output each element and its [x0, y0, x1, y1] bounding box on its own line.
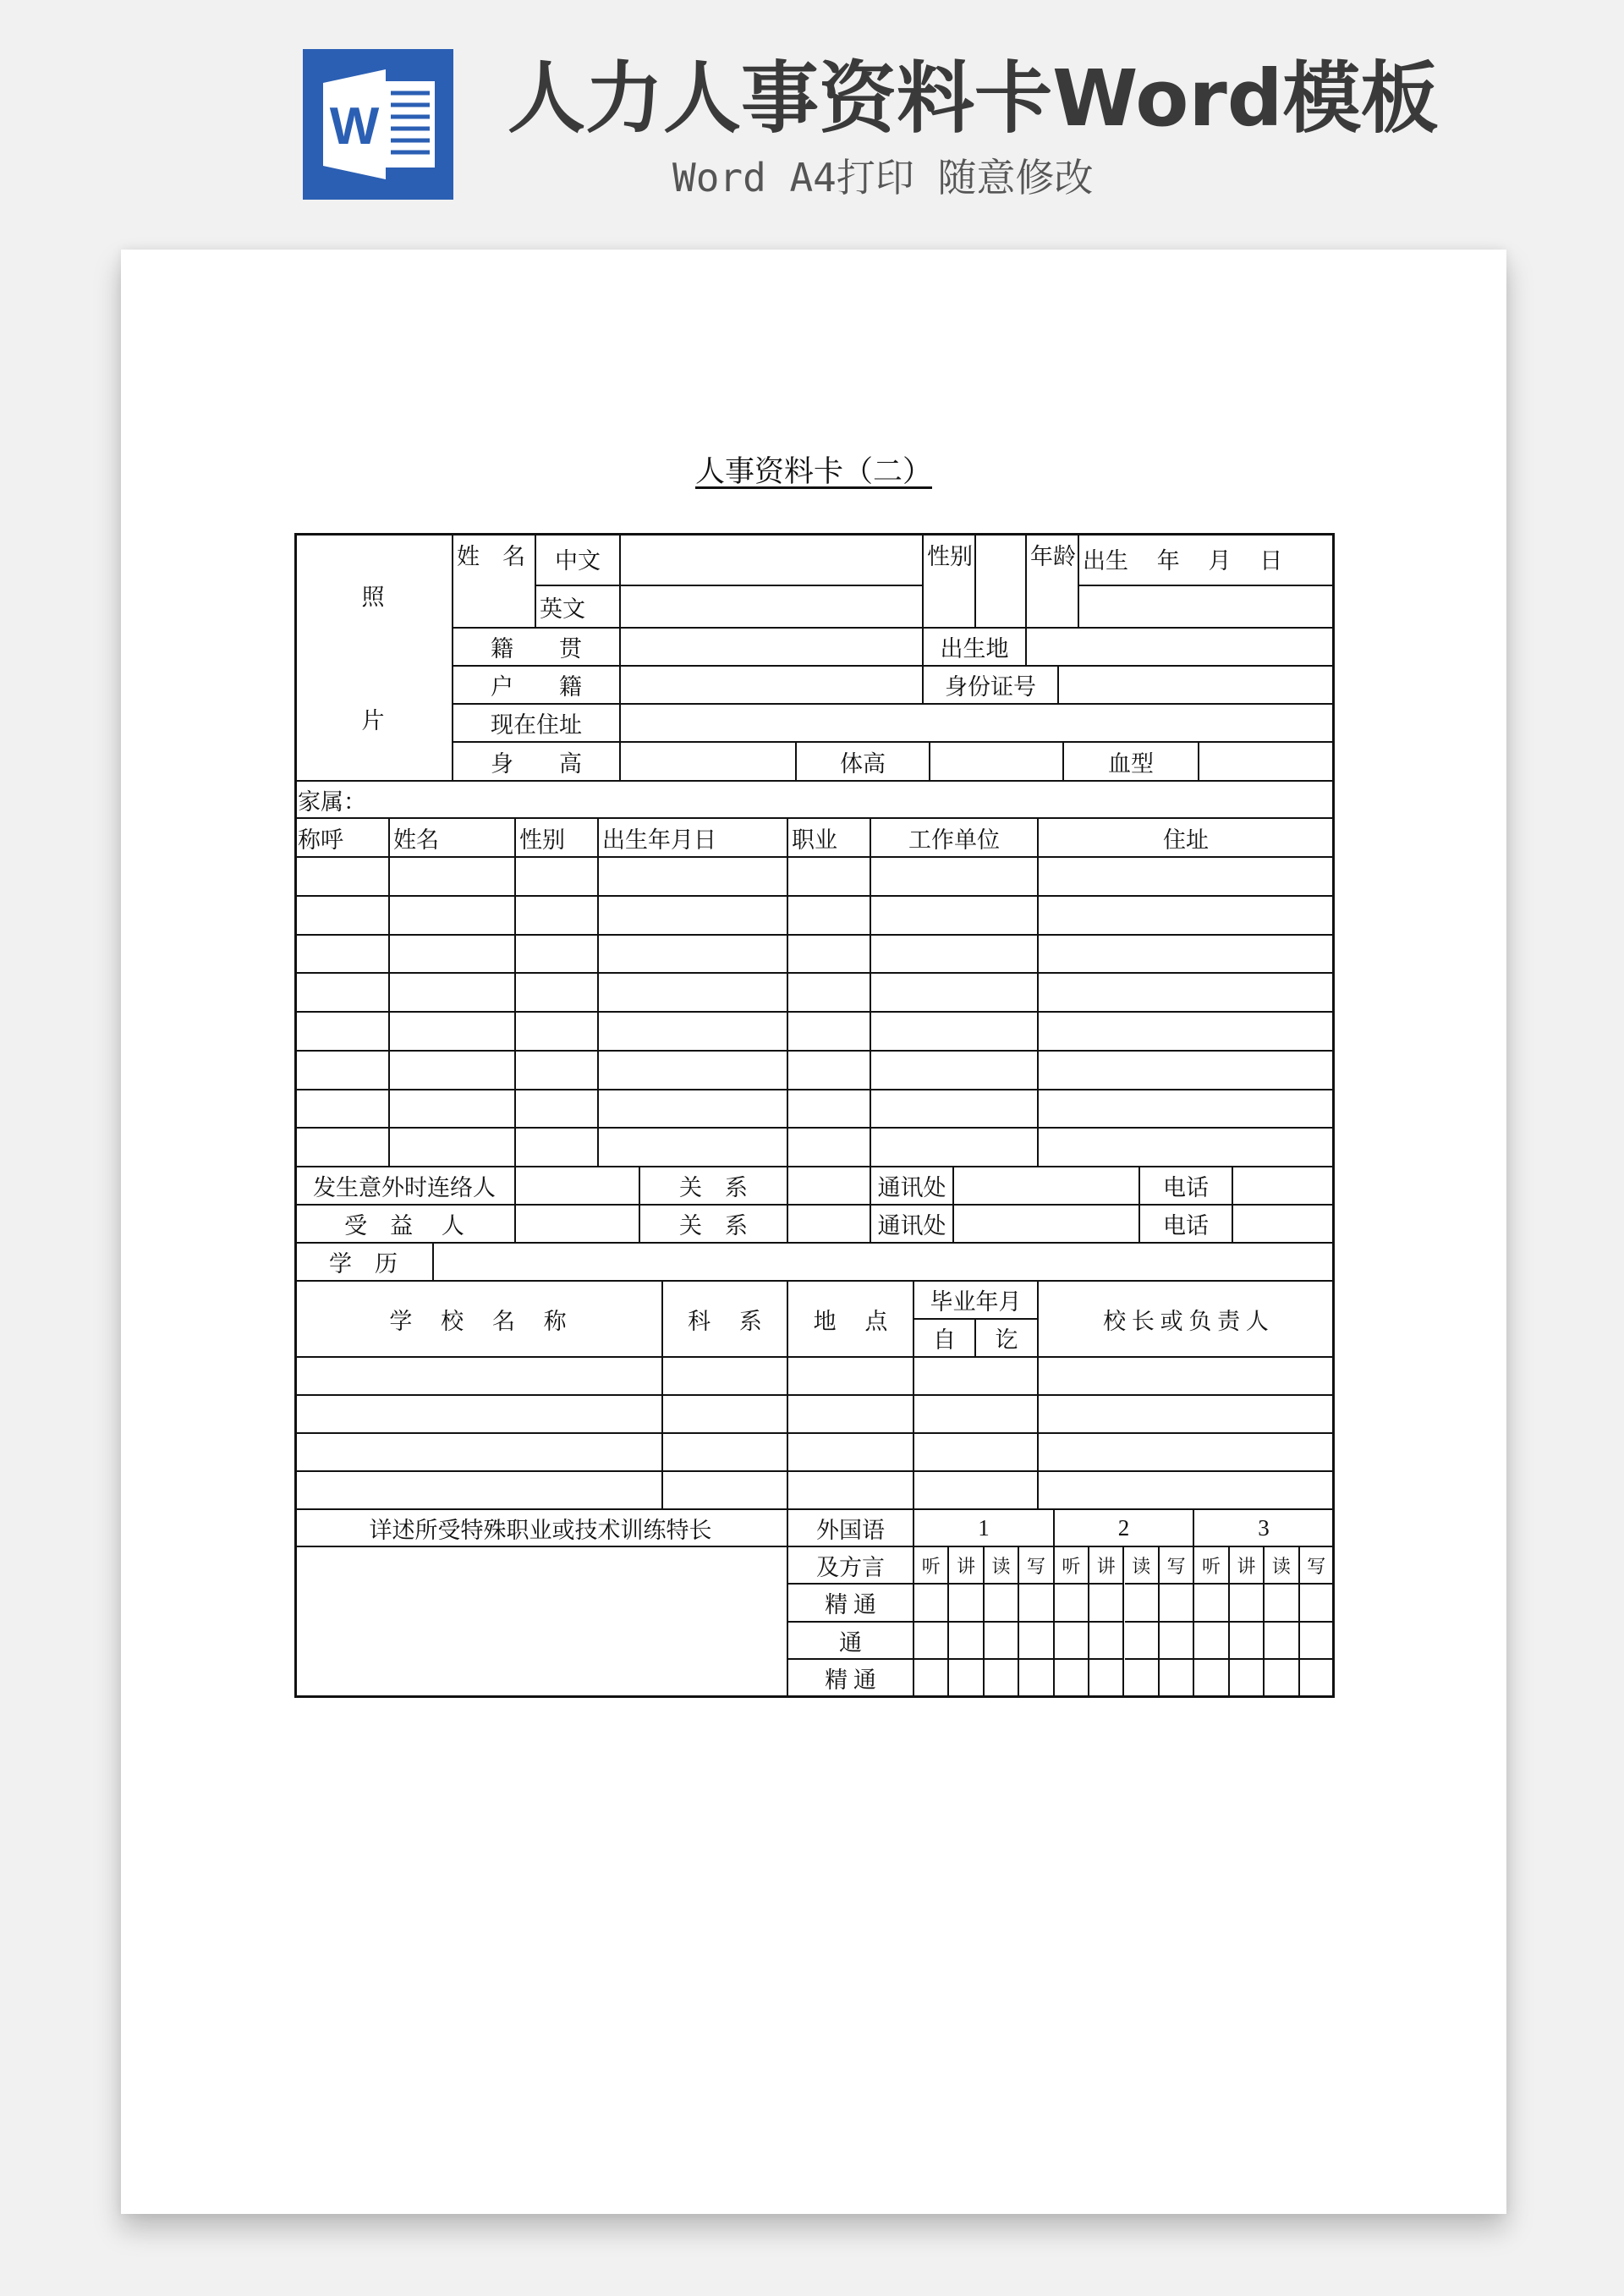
language-cell[interactable] [985, 1623, 1019, 1660]
birth-label: 出生 年 月 日 [1079, 533, 1335, 586]
chinese-label: 中文 [536, 533, 621, 586]
education-cell[interactable] [663, 1396, 788, 1434]
ability-header: 写 [1160, 1547, 1194, 1585]
family-cell[interactable] [1039, 858, 1335, 897]
id-number-label: 身份证号 [924, 667, 1059, 705]
ability-header: 听 [1194, 1547, 1229, 1585]
education-cell[interactable] [788, 1396, 914, 1434]
language-cell[interactable] [1125, 1660, 1160, 1698]
family-col-gender: 性别 [516, 819, 599, 858]
family-cell[interactable] [294, 858, 390, 897]
family-cell[interactable] [788, 858, 871, 897]
education-field[interactable] [434, 1244, 1335, 1282]
family-cell[interactable] [516, 858, 599, 897]
language-cell[interactable] [1194, 1660, 1229, 1698]
education-cell[interactable] [788, 1434, 914, 1472]
language-cell[interactable] [1265, 1623, 1299, 1660]
language-cell[interactable] [1230, 1585, 1265, 1623]
language-cell[interactable] [1019, 1623, 1054, 1660]
household-label: 户 籍 [453, 667, 621, 705]
family-cell[interactable] [788, 1013, 871, 1052]
family-cell[interactable] [516, 1013, 599, 1052]
address-label: 现在住址 [453, 705, 621, 743]
emergency-relation-field[interactable] [788, 1167, 871, 1206]
blood-field[interactable] [1199, 743, 1335, 782]
family-col-name: 姓名 [390, 819, 516, 858]
language-label-2: 及方言 [788, 1547, 914, 1585]
education-cell[interactable] [914, 1358, 1039, 1396]
family-cell[interactable] [788, 1090, 871, 1129]
birthplace-field[interactable] [1027, 629, 1335, 667]
name-label: 姓 名 [453, 533, 536, 629]
english-label: 英文 [536, 586, 621, 629]
ability-header: 讲 [1089, 1547, 1124, 1585]
family-cell[interactable] [1039, 1129, 1335, 1167]
language-cell[interactable] [1089, 1585, 1124, 1623]
language-cell[interactable] [1089, 1660, 1124, 1698]
household-field[interactable] [621, 667, 924, 705]
level-label-3: 精 通 [788, 1660, 914, 1698]
education-cell[interactable] [663, 1434, 788, 1472]
language-cell[interactable] [1230, 1623, 1265, 1660]
ability-header: 讲 [949, 1547, 984, 1585]
family-cell[interactable] [1039, 1090, 1335, 1129]
ability-header: 写 [1019, 1547, 1054, 1585]
id-number-field[interactable] [1059, 667, 1335, 705]
language-cell[interactable] [985, 1585, 1019, 1623]
language-cell[interactable] [1055, 1585, 1089, 1623]
education-cell[interactable] [663, 1472, 788, 1510]
family-cell[interactable] [871, 1052, 1039, 1090]
language-cell[interactable] [985, 1660, 1019, 1698]
family-cell[interactable] [599, 974, 788, 1013]
family-cell[interactable] [1039, 936, 1335, 975]
family-cell[interactable] [294, 1052, 390, 1090]
language-cell[interactable] [1160, 1623, 1194, 1660]
blood-label: 血型 [1064, 743, 1199, 782]
language-cell[interactable] [1055, 1623, 1089, 1660]
address-field[interactable] [621, 705, 1335, 743]
language-cell[interactable] [1089, 1623, 1124, 1660]
family-cell[interactable] [871, 1013, 1039, 1052]
language-cell[interactable] [949, 1585, 984, 1623]
family-cell[interactable] [390, 858, 516, 897]
chinese-name-field[interactable] [621, 533, 924, 586]
family-cell[interactable] [871, 897, 1039, 936]
ability-header: 听 [914, 1547, 949, 1585]
family-col-address: 住址 [1039, 819, 1335, 858]
language-cell[interactable] [1125, 1585, 1160, 1623]
family-cell[interactable] [390, 1090, 516, 1129]
principal-col: 校 长 或 负 责 人 [1039, 1282, 1335, 1358]
family-cell[interactable] [516, 1090, 599, 1129]
education-cell[interactable] [663, 1358, 788, 1396]
family-cell[interactable] [599, 1090, 788, 1129]
page-subtitle: Word A4打印 随意修改 [672, 155, 1094, 200]
weight-label: 体高 [797, 743, 930, 782]
family-cell[interactable] [871, 1090, 1039, 1129]
education-cell[interactable] [914, 1434, 1039, 1472]
family-col-job: 职业 [788, 819, 871, 858]
education-cell[interactable] [1039, 1358, 1335, 1396]
family-cell[interactable] [788, 1052, 871, 1090]
education-cell[interactable] [294, 1358, 663, 1396]
language-cell[interactable] [1125, 1623, 1160, 1660]
place-col: 地 点 [788, 1282, 914, 1358]
language-cell[interactable] [1055, 1660, 1089, 1698]
family-cell[interactable] [516, 974, 599, 1013]
word-logo-icon [303, 49, 453, 200]
document-page [121, 250, 1506, 2214]
family-cell[interactable] [294, 1129, 390, 1167]
language-cell[interactable] [1160, 1585, 1194, 1623]
gender-field[interactable] [976, 533, 1027, 629]
page-title: 人力人事资料卡Word模板 [508, 53, 1439, 144]
native-place-label: 籍 贯 [453, 629, 621, 667]
personnel-table [294, 533, 1335, 1698]
language-label-1: 外国语 [788, 1510, 914, 1547]
language-cell[interactable] [1194, 1585, 1229, 1623]
beneficiary-address-label: 通讯处 [871, 1206, 954, 1244]
family-cell[interactable] [516, 897, 599, 936]
height-field[interactable] [621, 743, 797, 782]
family-cell[interactable] [871, 858, 1039, 897]
school-col: 学 校 名 称 [294, 1282, 663, 1358]
family-cell[interactable] [871, 974, 1039, 1013]
language-cell[interactable] [1194, 1623, 1229, 1660]
family-col-employer: 工作单位 [871, 819, 1039, 858]
education-cell[interactable] [788, 1358, 914, 1396]
english-name-field[interactable] [621, 586, 924, 629]
family-col-title: 称呼 [294, 819, 390, 858]
emergency-relation-label: 关 系 [640, 1167, 788, 1206]
gender-label: 性别 [924, 533, 976, 629]
family-cell[interactable] [294, 974, 390, 1013]
education-cell[interactable] [914, 1396, 1039, 1434]
language-cell[interactable] [914, 1660, 949, 1698]
language-cell[interactable] [949, 1660, 984, 1698]
education-cell[interactable] [294, 1472, 663, 1510]
beneficiary-name-field[interactable] [516, 1206, 640, 1244]
emergency-phone-field[interactable] [1233, 1167, 1335, 1206]
ability-header: 讲 [1230, 1547, 1265, 1585]
education-cell[interactable] [1039, 1396, 1335, 1434]
level-label-2: 通 [788, 1623, 914, 1660]
emergency-address-label: 通讯处 [871, 1167, 954, 1206]
family-cell[interactable] [1039, 897, 1335, 936]
beneficiary-phone-label: 电话 [1140, 1206, 1233, 1244]
level-label-1: 精 通 [788, 1585, 914, 1623]
emergency-name-field[interactable] [516, 1167, 640, 1206]
language-cell[interactable] [1230, 1660, 1265, 1698]
language-col-1: 1 [914, 1510, 1055, 1547]
family-col-birth: 出生年月日 [599, 819, 788, 858]
education-cell[interactable] [294, 1434, 663, 1472]
beneficiary-relation-field[interactable] [788, 1206, 871, 1244]
language-cell[interactable] [1300, 1623, 1335, 1660]
family-cell[interactable] [871, 936, 1039, 975]
beneficiary-address-field[interactable] [954, 1206, 1140, 1244]
language-cell[interactable] [1019, 1660, 1054, 1698]
family-cell[interactable] [516, 1052, 599, 1090]
birthplace-label: 出生地 [924, 629, 1027, 667]
emergency-label: 发生意外时连络人 [294, 1167, 516, 1206]
family-cell[interactable] [871, 1129, 1039, 1167]
family-cell[interactable] [294, 897, 390, 936]
family-cell[interactable] [516, 1129, 599, 1167]
family-cell[interactable] [599, 897, 788, 936]
ability-header: 听 [1055, 1547, 1089, 1585]
grad-to-col: 讫 [976, 1320, 1039, 1358]
emergency-address-field[interactable] [954, 1167, 1140, 1206]
education-cell[interactable] [1039, 1472, 1335, 1510]
family-cell[interactable] [294, 936, 390, 975]
emergency-phone-label: 电话 [1140, 1167, 1233, 1206]
language-cell[interactable] [914, 1623, 949, 1660]
skills-field[interactable] [294, 1547, 788, 1698]
family-cell[interactable] [294, 1090, 390, 1129]
family-cell[interactable] [1039, 1052, 1335, 1090]
grad-col: 毕业年月 [914, 1282, 1039, 1320]
education-cell[interactable] [914, 1472, 1039, 1510]
ability-header: 读 [985, 1547, 1019, 1585]
family-cell[interactable] [390, 897, 516, 936]
family-cell[interactable] [516, 936, 599, 975]
language-cell[interactable] [1160, 1660, 1194, 1698]
language-cell[interactable] [949, 1623, 984, 1660]
family-cell[interactable] [390, 1129, 516, 1167]
language-cell[interactable] [1019, 1585, 1054, 1623]
family-cell[interactable] [390, 1013, 516, 1052]
birth-date-field[interactable] [1079, 586, 1335, 629]
education-cell[interactable] [788, 1472, 914, 1510]
language-cell[interactable] [1265, 1585, 1299, 1623]
language-cell[interactable] [914, 1585, 949, 1623]
grad-from-col: 自 [914, 1320, 976, 1358]
photo-cell: 照 片 [294, 533, 453, 782]
ability-header: 读 [1265, 1547, 1299, 1585]
skills-label: 详述所受特殊职业或技术训练特长 [294, 1510, 788, 1547]
language-col-3: 3 [1194, 1510, 1335, 1547]
family-cell[interactable] [599, 936, 788, 975]
beneficiary-label: 受 益 人 [294, 1206, 516, 1244]
family-cell[interactable] [788, 936, 871, 975]
family-cell[interactable] [390, 974, 516, 1013]
language-cell[interactable] [1265, 1660, 1299, 1698]
language-cell[interactable] [1300, 1660, 1335, 1698]
age-label: 年龄 [1027, 533, 1079, 629]
education-cell[interactable] [294, 1396, 663, 1434]
family-cell[interactable] [390, 1052, 516, 1090]
language-cell[interactable] [1300, 1585, 1335, 1623]
family-cell[interactable] [599, 1129, 788, 1167]
family-section-label: 家属： [294, 782, 1335, 819]
education-label: 学 历 [294, 1244, 434, 1282]
family-cell[interactable] [599, 1013, 788, 1052]
svg-text:W: W [329, 97, 380, 156]
ability-header: 写 [1300, 1547, 1335, 1585]
weight-field[interactable] [930, 743, 1064, 782]
language-col-2: 2 [1055, 1510, 1194, 1547]
family-cell[interactable] [1039, 974, 1335, 1013]
native-place-field[interactable] [621, 629, 924, 667]
dept-col: 科 系 [663, 1282, 788, 1358]
family-cell[interactable] [599, 858, 788, 897]
family-cell[interactable] [1039, 1013, 1335, 1052]
document-title: 人事资料卡（二） [694, 455, 932, 488]
family-cell[interactable] [788, 1129, 871, 1167]
ability-header: 读 [1125, 1547, 1160, 1585]
education-cell[interactable] [1039, 1434, 1335, 1472]
family-cell[interactable] [390, 936, 516, 975]
family-cell[interactable] [599, 1052, 788, 1090]
beneficiary-phone-field[interactable] [1233, 1206, 1335, 1244]
family-cell[interactable] [788, 974, 871, 1013]
family-cell[interactable] [294, 1013, 390, 1052]
height-label: 身 高 [453, 743, 621, 782]
beneficiary-relation-label: 关 系 [640, 1206, 788, 1244]
family-cell[interactable] [788, 897, 871, 936]
